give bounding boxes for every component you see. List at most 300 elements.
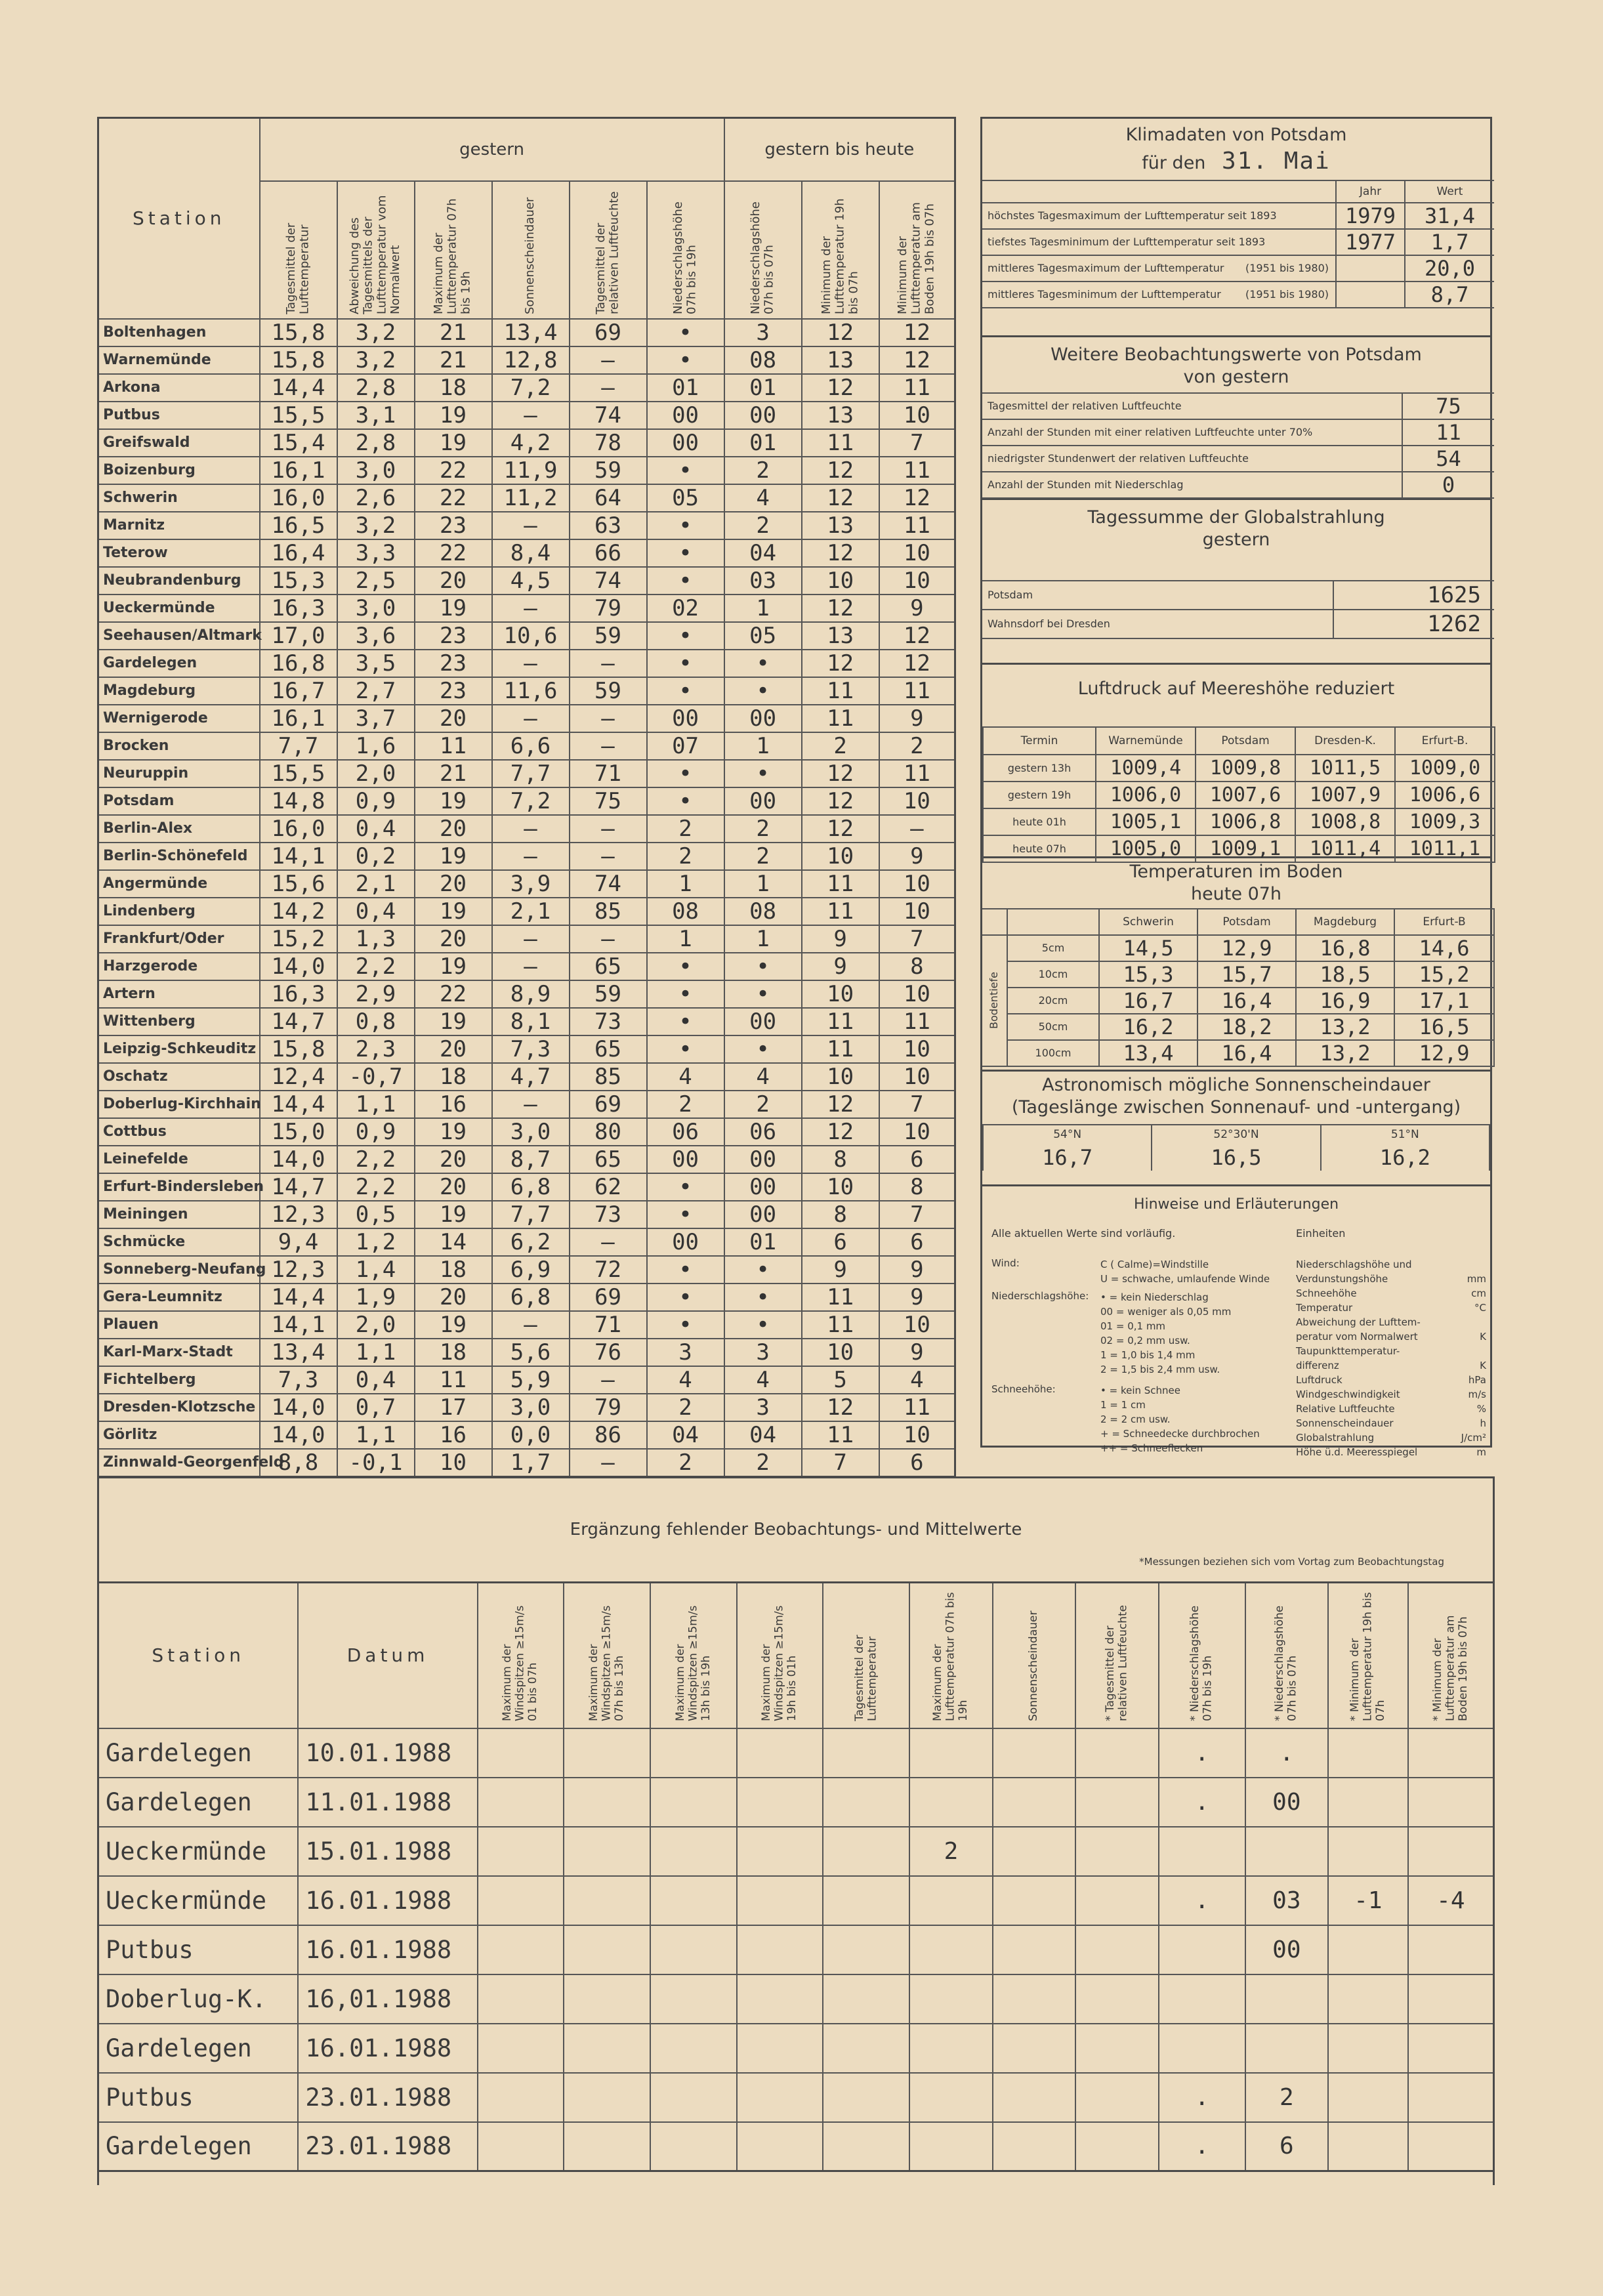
erg-value: [909, 1778, 993, 1827]
station-value: 7,3: [260, 1366, 337, 1394]
global-table: [982, 580, 1494, 639]
main-col-header: [415, 181, 492, 319]
station-value: –: [492, 925, 570, 953]
table-row: [98, 705, 955, 732]
station-value: 8: [802, 1201, 879, 1228]
erg-value: .: [1159, 2122, 1245, 2171]
station-value: 02: [647, 595, 724, 622]
luftdruck-row: [983, 808, 1495, 835]
station-value: •: [724, 1284, 802, 1311]
erg-value: [1159, 1925, 1245, 1974]
station-value: 1,4: [337, 1256, 415, 1284]
station-value: 20: [415, 815, 492, 843]
main-col-header: [570, 181, 647, 319]
erg-datum: 16.01.1988: [298, 1925, 477, 1974]
station-value: 78: [570, 429, 647, 457]
station-name: Seehausen/Altmark: [98, 622, 260, 650]
station-value: •: [647, 1035, 724, 1063]
station-value: •: [647, 622, 724, 650]
astro-lat: 51°N: [1321, 1125, 1489, 1144]
erg-value: [823, 1974, 909, 2024]
station-value: 11: [802, 429, 879, 457]
luftdruck-col-header: Dresden-K.: [1295, 727, 1395, 755]
erg-value: [1328, 2122, 1408, 2171]
station-value: 00: [724, 1173, 802, 1201]
erg-col-header: Maximum der Windspitzen ≥15m/s 13h bis 19h: [650, 1583, 737, 1728]
boden-table: [982, 908, 1495, 1067]
schnee-label: Schneehöhe:: [991, 1383, 1056, 1395]
station-value: 00: [724, 1146, 802, 1173]
erg-col-header: * Minimum der Lufttemperatur am Boden 19h bis 07h: [1408, 1583, 1494, 1728]
station-value: 11: [879, 677, 955, 705]
erg-value: [1328, 1925, 1408, 1974]
erg-value: [650, 1974, 737, 2024]
boden-value: 14,6: [1394, 935, 1494, 961]
station-value: 73: [570, 1008, 647, 1035]
main-col-header: [724, 181, 802, 319]
station-value: 3,0: [492, 1118, 570, 1146]
station-value: –: [570, 1366, 647, 1394]
erg-value: [478, 1974, 564, 2024]
erg-value: [478, 1728, 564, 1778]
station-value: •: [647, 760, 724, 787]
station-value: 14,2: [260, 898, 337, 925]
boden-depth: 50cm: [1007, 1014, 1099, 1040]
station-value: 0,5: [337, 1201, 415, 1228]
station-value: •: [647, 1311, 724, 1339]
main-col-header-text: Abweichung des Tagesmittels der Lufttemperatur vom Normalwert: [348, 194, 403, 314]
station-name: Doberlug-Kirchhain: [98, 1091, 260, 1118]
station-value: 14,8: [260, 787, 337, 815]
station-value: 0,4: [337, 1366, 415, 1394]
station-value: 11: [802, 1008, 879, 1035]
station-value: 11: [879, 512, 955, 539]
station-value: 66: [570, 539, 647, 567]
erg-row: [98, 1778, 1494, 1827]
weitere-label: Anzahl der Stunden mit Niederschlag: [982, 472, 1402, 498]
erg-value: [1159, 1827, 1245, 1876]
klima-title: Klimadaten von Potsdam: [1125, 125, 1347, 145]
erg-datum: 11.01.1988: [298, 1778, 477, 1827]
station-value: 16,3: [260, 595, 337, 622]
klima-table: [982, 180, 1494, 308]
station-value: 10: [802, 980, 879, 1008]
station-value: •: [647, 1008, 724, 1035]
luftdruck-value: 1009,1: [1196, 835, 1295, 862]
boden-row: [982, 961, 1494, 988]
station-value: 22: [415, 484, 492, 512]
erg-value: [650, 1778, 737, 1827]
table-row: [98, 1284, 955, 1311]
station-value: 8,7: [492, 1146, 570, 1173]
station-value: 15,8: [260, 346, 337, 374]
station-value: 10: [879, 1311, 955, 1339]
station-value: 0,7: [337, 1394, 415, 1421]
erg-value: [564, 1925, 650, 1974]
klima-range: (1951 bis 1980): [1245, 288, 1329, 301]
erg-value: [993, 2122, 1076, 2171]
station-value: 14,1: [260, 843, 337, 870]
station-value: 10: [802, 1173, 879, 1201]
einheiten-title: Einheiten: [1296, 1227, 1346, 1240]
luftdruck-value: 1009,0: [1395, 755, 1495, 782]
station-value: 11: [802, 1284, 879, 1311]
station-value: 04: [647, 1421, 724, 1449]
boden-value: 16,8: [1296, 935, 1394, 961]
erg-value: [737, 1974, 823, 2024]
wind-label: Wind:: [991, 1257, 1020, 1269]
boden-row: [982, 1014, 1494, 1040]
station-header: Station: [98, 118, 260, 319]
wind-legend-item: C ( Calme)=Windstille: [1100, 1259, 1209, 1270]
station-value: 01: [724, 429, 802, 457]
boden-row: [982, 935, 1494, 961]
station-value: 12: [802, 484, 879, 512]
nied-legend-item: 2 = 1,5 bis 2,4 mm usw.: [1100, 1364, 1220, 1375]
station-value: 8: [879, 953, 955, 980]
schnee-legend-item: 2 = 2 cm usw.: [1100, 1413, 1171, 1425]
table-row: [98, 346, 955, 374]
station-value: 62: [570, 1173, 647, 1201]
wind-legend-item: U = schwache, umlaufende Winde: [1100, 1273, 1270, 1285]
station-value: 2,1: [492, 898, 570, 925]
station-value: 3,6: [337, 622, 415, 650]
station-value: 6,8: [492, 1173, 570, 1201]
weitere-section: [982, 337, 1490, 500]
station-value: 2,0: [337, 1311, 415, 1339]
station-value: 13,4: [260, 1339, 337, 1366]
right-panel: [980, 117, 1492, 1458]
station-value: 2,5: [337, 567, 415, 595]
table-row: [98, 732, 955, 760]
station-value: –: [492, 595, 570, 622]
station-name: Sonneberg-Neufang: [98, 1256, 260, 1284]
station-value: 1,1: [337, 1091, 415, 1118]
station-value: 23: [415, 512, 492, 539]
station-value: 10: [879, 402, 955, 429]
luftdruck-row: [983, 782, 1495, 808]
station-value: 14,0: [260, 1146, 337, 1173]
erg-value: [737, 1925, 823, 1974]
station-name: Warnemünde: [98, 346, 260, 374]
astro-title: Astronomisch mögliche Sonnenscheindauer: [1042, 1075, 1430, 1095]
station-value: •: [647, 319, 724, 346]
station-value: •: [647, 539, 724, 567]
erg-row: [98, 1827, 1494, 1876]
station-value: –: [570, 374, 647, 402]
nied-legend-item: 02 = 0,2 mm usw.: [1100, 1335, 1190, 1346]
station-value: 00: [724, 787, 802, 815]
station-value: •: [647, 346, 724, 374]
station-value: 74: [570, 402, 647, 429]
station-value: 2,8: [337, 374, 415, 402]
hinweise-title: Hinweise und Erläuterungen: [1133, 1196, 1339, 1213]
table-row: [98, 1256, 955, 1284]
station-value: 12: [802, 539, 879, 567]
station-name: Gardelegen: [98, 650, 260, 677]
einheit-item: Sonnenscheindauer h: [1296, 1417, 1486, 1429]
station-value: 20: [415, 705, 492, 732]
station-value: 12: [802, 760, 879, 787]
station-value: 1,1: [337, 1421, 415, 1449]
station-value: 1,7: [492, 1449, 570, 1477]
station-value: 3: [724, 319, 802, 346]
station-value: 10: [879, 1118, 955, 1146]
station-value: 4: [724, 484, 802, 512]
luftdruck-termin: gestern 19h: [983, 782, 1096, 808]
station-value: 9: [802, 925, 879, 953]
station-value: 8: [802, 1146, 879, 1173]
boden-depth: 5cm: [1007, 935, 1099, 961]
station-value: 16,4: [260, 539, 337, 567]
station-value: 19: [415, 1118, 492, 1146]
luftdruck-value: 1007,6: [1196, 782, 1295, 808]
station-value: 12: [879, 484, 955, 512]
station-value: 8,4: [492, 539, 570, 567]
erg-value: [650, 1876, 737, 1925]
erg-station: Doberlug-K.: [98, 1974, 299, 2024]
erg-value: [1408, 1925, 1494, 1974]
station-value: 12: [879, 319, 955, 346]
einheit-item: Niederschlagshöhe und: [1296, 1259, 1412, 1270]
station-value: 05: [647, 484, 724, 512]
station-value: 0,4: [337, 815, 415, 843]
station-value: 15,5: [260, 760, 337, 787]
station-value: 2: [879, 732, 955, 760]
station-value: 74: [570, 870, 647, 898]
erg-value: [737, 1827, 823, 1876]
klima-subtitle: für den 31. Mai: [1142, 147, 1331, 175]
station-value: 13,4: [492, 319, 570, 346]
erg-value: 00: [1245, 1925, 1329, 1974]
station-value: 12: [879, 622, 955, 650]
station-value: 0,4: [337, 898, 415, 925]
main-col-header-text: Niederschlagshöhe 07h bis 19h: [671, 201, 699, 314]
weitere-wert: 11: [1402, 419, 1494, 446]
boden-col-header: Schwerin: [1099, 909, 1197, 935]
boden-value: 13,4: [1099, 1040, 1197, 1066]
weitere-wert: 75: [1402, 393, 1494, 419]
station-value: 18: [415, 1063, 492, 1091]
station-value: 19: [415, 898, 492, 925]
station-value: 08: [724, 898, 802, 925]
station-name: Frankfurt/Oder: [98, 925, 260, 953]
table-row: [98, 843, 955, 870]
station-value: 1,2: [337, 1228, 415, 1256]
station-value: 0,9: [337, 787, 415, 815]
erg-row: [98, 1974, 1494, 2024]
station-value: 23: [415, 622, 492, 650]
station-value: 12: [802, 595, 879, 622]
station-value: 0,8: [337, 1008, 415, 1035]
station-value: 06: [724, 1118, 802, 1146]
boden-header-row: [982, 909, 1494, 935]
erg-value: [993, 1778, 1076, 1827]
station-value: 86: [570, 1421, 647, 1449]
station-value: 11: [802, 705, 879, 732]
astro-section: [982, 1072, 1490, 1186]
hinweise-intro: Alle aktuellen Werte sind vorläufig.: [991, 1227, 1176, 1240]
station-value: 00: [724, 402, 802, 429]
station-value: 22: [415, 980, 492, 1008]
station-value: –: [492, 1311, 570, 1339]
erg-value: [823, 1778, 909, 1827]
station-value: 20: [415, 1146, 492, 1173]
erg-col-header: Maximum der Windspitzen ≥15m/s 07h bis 13h: [564, 1583, 650, 1728]
station-value: •: [647, 1256, 724, 1284]
boden-value: 16,7: [1099, 988, 1197, 1014]
station-value: •: [647, 787, 724, 815]
station-value: –: [492, 953, 570, 980]
station-value: 14,4: [260, 374, 337, 402]
station-value: •: [647, 512, 724, 539]
erg-col-header: * Niederschlagshöhe 07h bis 07h: [1245, 1583, 1329, 1728]
luftdruck-value: 1005,0: [1096, 835, 1196, 862]
einheit-item: Schneehöhe cm: [1296, 1287, 1486, 1299]
station-value: 2,2: [337, 1146, 415, 1173]
table-row: [98, 1201, 955, 1228]
station-value: •: [724, 677, 802, 705]
schnee-legend-item: 1 = 1 cm: [1100, 1399, 1146, 1411]
boden-depth: 100cm: [1007, 1040, 1099, 1066]
station-value: –: [492, 815, 570, 843]
erg-value: [1408, 2122, 1494, 2171]
erg-value: [650, 1827, 737, 1876]
weitere-row: [982, 393, 1494, 419]
erg-station: Putbus: [98, 2073, 299, 2122]
table-row: [98, 429, 955, 457]
boden-value: 17,1: [1394, 988, 1494, 1014]
station-value: 2: [724, 815, 802, 843]
table-row: [98, 622, 955, 650]
boden-value: 12,9: [1197, 935, 1296, 961]
erg-value: [564, 1876, 650, 1925]
boden-value: 16,5: [1394, 1014, 1494, 1040]
klima-wert: 20,0: [1405, 255, 1494, 282]
station-name: Teterow: [98, 539, 260, 567]
station-name: Potsdam: [98, 787, 260, 815]
main-col-header-text: Minimum der Lufttemperatur am Boden 19h bis 07h: [896, 201, 937, 314]
erg-col-header: * Niederschlagshöhe 07h bis 19h: [1159, 1583, 1245, 1728]
station-value: 19: [415, 1311, 492, 1339]
station-value: 08: [724, 346, 802, 374]
station-name: Karl-Marx-Stadt: [98, 1339, 260, 1366]
table-row: [98, 1449, 955, 1477]
station-value: 12,4: [260, 1063, 337, 1091]
erg-station-header: Station: [98, 1583, 299, 1728]
erg-row: [98, 2024, 1494, 2073]
erg-value: [1245, 2024, 1329, 2073]
station-value: 12,3: [260, 1201, 337, 1228]
station-value: 3,0: [337, 457, 415, 484]
erg-value: [1328, 1778, 1408, 1827]
station-name: Neubrandenburg: [98, 567, 260, 595]
table-row: [98, 1146, 955, 1173]
erg-value: 2: [909, 1827, 993, 1876]
nied-label: Niederschlagshöhe:: [991, 1290, 1089, 1302]
table-row: [98, 870, 955, 898]
station-value: 20: [415, 567, 492, 595]
station-value: 7,3: [492, 1035, 570, 1063]
station-value: –: [570, 1228, 647, 1256]
einheit-item: Höhe ü.d. Meeresspiegel m: [1296, 1446, 1486, 1458]
weitere-subtitle: von gestern: [1183, 366, 1289, 387]
station-value: 16,3: [260, 980, 337, 1008]
erg-datum: 16,01.1988: [298, 1974, 477, 2024]
erg-station: Gardelegen: [98, 2122, 299, 2171]
erg-value: [1408, 2073, 1494, 2122]
erg-datum: 23.01.1988: [298, 2122, 477, 2171]
nied-legend-item: 00 = weniger als 0,05 mm: [1100, 1306, 1232, 1318]
erg-value: [478, 2024, 564, 2073]
erg-value: [478, 1827, 564, 1876]
station-value: 5,9: [492, 1366, 570, 1394]
station-name: Boltenhagen: [98, 319, 260, 346]
erg-station: Gardelegen: [98, 2024, 299, 2073]
station-value: 2: [647, 1394, 724, 1421]
station-value: 10: [802, 567, 879, 595]
station-value: 2: [647, 1091, 724, 1118]
station-value: 8,1: [492, 1008, 570, 1035]
erg-station: Gardelegen: [98, 1778, 299, 1827]
main-col-header-text: Maximum der Lufttemperatur 07h bis 19h: [432, 198, 473, 314]
einheit-item: peratur vom Normalwert K: [1296, 1331, 1486, 1343]
weitere-table: [982, 392, 1494, 499]
station-value: 2,7: [337, 677, 415, 705]
station-value: 12: [802, 1091, 879, 1118]
station-value: •: [647, 1284, 724, 1311]
nied-legend: [1100, 1290, 1231, 1377]
station-value: 04: [724, 1421, 802, 1449]
station-value: 21: [415, 346, 492, 374]
table-row: [98, 1035, 955, 1063]
luftdruck-termin: heute 07h: [983, 835, 1096, 862]
einheit-item: Abweichung der Lufttem-: [1296, 1316, 1421, 1328]
station-value: 16,0: [260, 484, 337, 512]
table-row: [98, 595, 955, 622]
station-value: 2,3: [337, 1035, 415, 1063]
astro-lat: 52°30'N: [1152, 1125, 1320, 1144]
station-name: Wittenberg: [98, 1008, 260, 1035]
station-value: –: [570, 705, 647, 732]
station-value: 7: [879, 1091, 955, 1118]
station-value: 12: [802, 1394, 879, 1421]
station-value: 10: [879, 870, 955, 898]
station-value: 10: [802, 1339, 879, 1366]
station-value: 72: [570, 1256, 647, 1284]
station-value: 06: [647, 1118, 724, 1146]
station-name: Cottbus: [98, 1118, 260, 1146]
erg-col-header: Maximum der Windspitzen ≥15m/s 19h bis 01h: [737, 1583, 823, 1728]
station-value: 1: [724, 732, 802, 760]
station-value: 8,9: [492, 980, 570, 1008]
boden-value: 18,2: [1197, 1014, 1296, 1040]
station-value: •: [724, 1311, 802, 1339]
weitere-row: [982, 446, 1494, 472]
station-value: 2: [724, 512, 802, 539]
station-value: •: [724, 953, 802, 980]
schnee-legend-item: • = kein Schnee: [1100, 1385, 1181, 1396]
ergaenzung-title: Ergänzung fehlender Beobachtungs- und Mittelwerte: [570, 1520, 1022, 1539]
klima-row: [982, 203, 1494, 229]
station-value: –: [492, 1091, 570, 1118]
station-name: Schwerin: [98, 484, 260, 512]
erg-value: [823, 2024, 909, 2073]
erg-col-header: Sonnenscheindauer: [993, 1583, 1076, 1728]
station-value: 11: [802, 898, 879, 925]
luftdruck-value: 1011,5: [1295, 755, 1395, 782]
station-value: •: [724, 1035, 802, 1063]
